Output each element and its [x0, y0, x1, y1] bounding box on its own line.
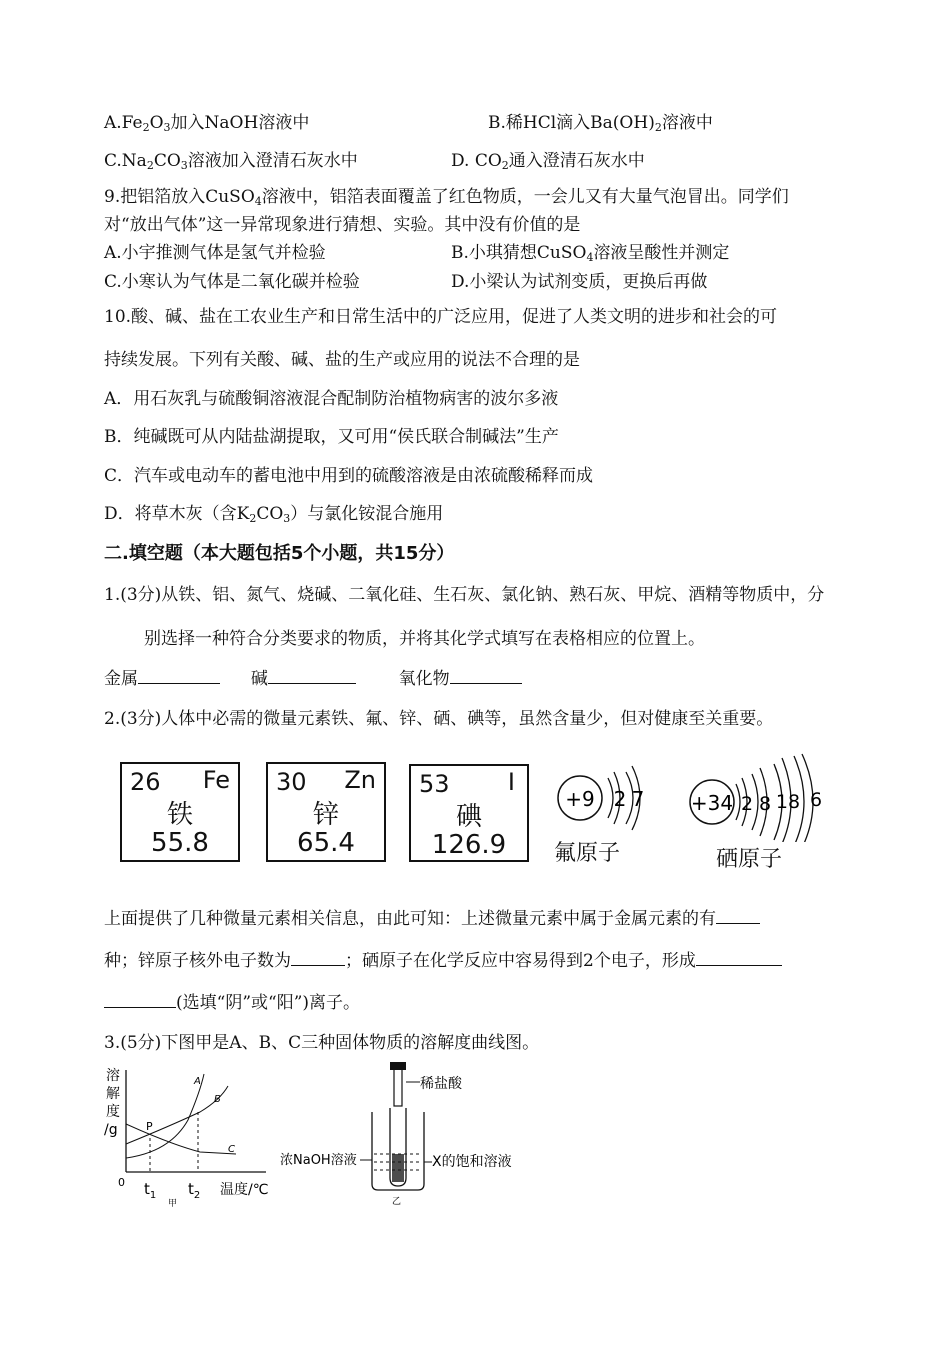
shell-electron-count: 8	[758, 793, 772, 815]
fill2-text-line1: 上面提供了几种微量元素相关信息，由此可知：上述微量元素中属于金属元素的有	[104, 904, 760, 929]
origin-label: 0	[118, 1176, 125, 1189]
q8-option-b: B.稀HCl滴入$Ba(OH)_2$溶液中	[488, 113, 713, 134]
q10-option-b: B．纯碱既可从内陆盐湖提取，又可用“侯氏联合制碱法”生产	[104, 427, 559, 447]
q9-option-a: A.小宇推测气体是氢气并检验	[104, 243, 326, 263]
electron-shell-arc	[608, 778, 613, 818]
q9-stem-line1: 9.把铝箔放入CuSO$_4$溶液中，铝箔表面覆盖了红色物质，一会儿又有大量气泡冒出。同学们	[104, 187, 789, 208]
dropper-tube	[394, 1066, 402, 1106]
solubility-curve-figure	[100, 1062, 280, 1212]
element-name: 锌	[312, 800, 339, 830]
shell-electron-count: 2	[740, 793, 754, 815]
curve-c	[126, 1124, 236, 1154]
q9-stem-line2: 对“放出气体”这一异常现象进行猜想、实验。其中没有价值的是	[104, 215, 581, 235]
curve-b-label: B	[214, 1094, 221, 1105]
test-tube-solution	[392, 1154, 404, 1182]
atomic-mass: 65.4	[297, 828, 355, 858]
q10-option-c: C．汽车或电动车的蓄电池中用到的硫酸溶液是由浓硫酸稀释而成	[104, 466, 594, 486]
figure-caption-jia: 甲	[168, 1199, 178, 1209]
ylabel-char: 溶	[106, 1068, 120, 1084]
fluorine-atom-diagram	[552, 758, 662, 838]
fill1-stem-line2: 别选择一种符合分类要求的物质，并将其化学式填写在表格相应的位置上。	[144, 629, 705, 649]
figure-caption-yi: 乙	[392, 1197, 402, 1207]
ylabel-char: 度	[106, 1104, 120, 1120]
fill1-answer-row	[104, 664, 522, 689]
element-name: 铁	[166, 800, 193, 830]
fill3-stem: 3.(5分)下图甲是A、B、C三种固体物质的溶解度曲线图。	[104, 1033, 540, 1053]
selenium-atom-label: 硒原子	[716, 847, 783, 872]
atomic-mass: 55.8	[151, 828, 209, 858]
t2-label: $t_2$	[188, 1180, 201, 1201]
atomic-number: 30	[276, 768, 307, 796]
q9-option-c: C.小寒认为气体是二氧化碳并检验	[104, 272, 360, 292]
element-symbol: I	[507, 768, 515, 796]
element-card-zinc	[266, 762, 386, 862]
blank-metal-count[interactable]	[716, 907, 760, 924]
dropper-bulb	[390, 1062, 406, 1070]
selenium-atom-diagram	[686, 752, 826, 842]
atomic-number: 26	[130, 768, 161, 796]
q8-option-a: $A.Fe_2O_3$加入NaOH溶液中	[104, 113, 310, 134]
fluorine-atom-label: 氟原子	[554, 841, 621, 866]
apparatus-figure	[280, 1060, 530, 1208]
x-solution-label: X的饱和溶液	[432, 1154, 512, 1170]
curve-c-label: C	[228, 1144, 235, 1155]
label-base: 碱	[250, 669, 268, 689]
q10-option-a: A．用石灰乳与硫酸铜溶液混合配制防治植物病害的波尔多液	[104, 389, 559, 409]
acid-label: 稀盐酸	[420, 1076, 462, 1092]
shell-electron-count: 6	[809, 789, 823, 811]
q8-option-d: D. $CO_2$通入澄清石灰水中	[451, 151, 645, 172]
ylabel-char: 解	[106, 1086, 120, 1102]
nucleus-charge: +34	[690, 791, 734, 815]
atomic-mass: 126.9	[431, 830, 507, 860]
q10-stem-line1: 10.酸、碱、盐在工农业生产和日常生活中的广泛应用，促进了人类文明的进步和社会的可	[104, 307, 778, 327]
curve-a-label: A	[194, 1076, 201, 1087]
blank-metal[interactable]	[138, 667, 220, 684]
section-title-fill-in: 二.填空题（本大题包括5个小题，共15分）	[104, 543, 455, 564]
t1-label: $t_1$	[144, 1180, 157, 1201]
atomic-number: 53	[419, 770, 450, 798]
label-metal: 金属	[104, 669, 138, 689]
blank-ion-type-2[interactable]	[104, 991, 176, 1008]
blank-ion-type-1[interactable]	[696, 949, 782, 966]
element-card-iron	[120, 762, 240, 862]
nucleus-charge: +9	[565, 787, 595, 811]
label-oxide: 氧化物	[398, 669, 450, 689]
q8-option-c: $C.Na_2CO_3$溶液加入澄清石灰水中	[104, 151, 358, 172]
q10-option-d: D．将草木灰（含$K_2CO_3$）与氯化铵混合施用	[104, 504, 444, 525]
fill1-stem-line1: 1.(3分)从铁、铝、氮气、烧碱、二氧化硅、生石灰、氯化钠、熟石灰、甲烷、酒精等物质中，分	[104, 585, 825, 605]
point-p-label: P	[146, 1120, 153, 1133]
element-name: 碘	[455, 802, 482, 832]
fill2-stem: 2.(3分)人体中必需的微量元素铁、氟、锌、硒、碘等，虽然含量少，但对健康至关重要。	[104, 709, 774, 729]
ylabel-char: /g	[104, 1122, 118, 1138]
blank-zinc-electrons[interactable]	[291, 949, 345, 966]
element-card-iodine	[409, 764, 529, 862]
blank-base[interactable]	[268, 667, 356, 684]
shell-electron-count: 2	[613, 787, 627, 811]
q9-option-b: B.小琪猜想CuSO$_4$溶液呈酸性并测定	[451, 243, 730, 264]
q10-stem-line2: 持续发展。下列有关酸、碱、盐的生产或应用的说法不合理的是	[104, 350, 580, 370]
shell-electron-count: 7	[631, 787, 645, 811]
element-symbol: Fe	[202, 766, 230, 794]
fill2-text-line3: (选填“阴”或“阳”)离子。	[104, 988, 360, 1013]
shell-electron-count: 18	[775, 791, 801, 813]
electron-shell-arc	[736, 784, 740, 820]
fill2-text-line2: 种；锌原子核外电子数为 ；硒原子在化学反应中容易得到2个电子，形成	[104, 946, 782, 971]
element-symbol: Zn	[344, 766, 376, 794]
q9-option-d: D.小梁认为试剂变质，更换后再做	[451, 272, 708, 292]
blank-oxide[interactable]	[450, 667, 522, 684]
x-axis-label: 温度/℃	[220, 1182, 269, 1198]
naoh-label: 浓NaOH溶液	[280, 1153, 357, 1168]
